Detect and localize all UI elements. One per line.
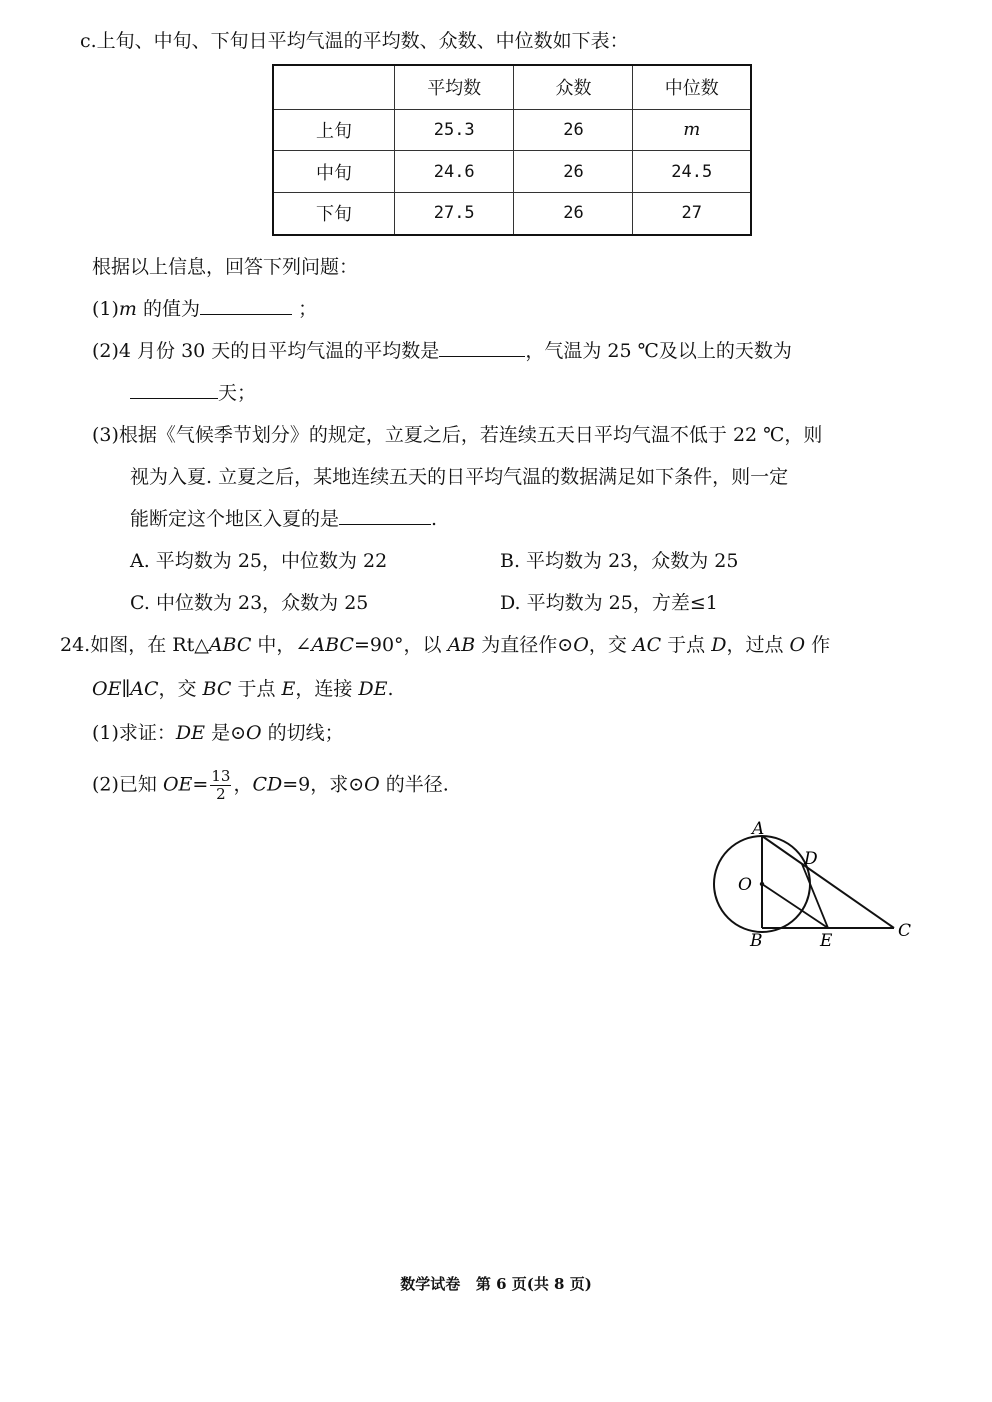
q24-text: . [387,678,394,700]
q24-text: ，交 [158,678,203,700]
row-label: 上旬 [273,109,394,151]
intro-line-c: c.上旬、中旬、下旬日平均气温的平均数、众数、中位数如下表： [80,30,629,52]
cell-mode: 26 [514,109,633,151]
table-header-cell: 众数 [514,65,633,109]
fraction [210,768,231,803]
q24-text: ，连接 [295,678,359,700]
cell-mode: 26 [514,192,633,235]
q24-text: (2)已知 [92,773,163,796]
q24-text: 是⊙ [205,722,246,744]
table-header-row [273,65,751,109]
q24-text: (1)求证： [92,722,176,744]
q24-number: 24. [60,634,91,656]
cell-median: 24.5 [633,151,751,193]
q24-math: E [281,678,296,700]
fraction-denominator: 2 [216,785,226,803]
cell-median: m [633,109,751,151]
q24-math: CD [252,773,283,796]
label-o: O [738,875,752,895]
table-header-cell [273,65,394,109]
table-row [273,151,751,193]
q24-part1 [92,720,344,746]
cell-mean: 24.6 [394,151,513,193]
q24-text: ，交 [588,634,633,656]
label-d: D [804,849,818,869]
q23-p2-b: ，气温为 25 ℃及以上的天数为 [525,340,792,362]
q23-lead: 根据以上信息，回答下列问题： [92,256,359,278]
cell-mode: 26 [514,151,633,193]
q24-math: DE [175,722,206,744]
table-header-cell: 中位数 [633,65,751,109]
q24-text: 如图，在 Rt△ [90,634,209,656]
segment-ac [762,836,894,928]
row-label: 中旬 [273,151,394,193]
q24-math: ABC [311,634,354,656]
q23-p1-var: m [118,298,137,320]
q24-text: =9，求⊙ [282,773,365,796]
option-c: C. 中位数为 23，众数为 25 [130,592,369,614]
cell-median: 27 [633,192,751,235]
option-d: D. 平均数为 25，方差≤1 [500,592,718,614]
q24-text: 的半径. [379,773,449,796]
q24-math: OE [92,678,122,700]
q23-p2-a: (2)4 月份 30 天的日平均气温的平均数是 [92,340,440,362]
label-e: E [820,931,833,951]
answer-blank[interactable] [339,506,431,525]
q24-text: =90°，以 [353,634,448,656]
q24-math: O [573,634,589,656]
page-footer: 数学试卷 第 6 页(共 8 页) [400,1275,592,1293]
center-point [760,882,764,886]
q24-math: O [789,634,806,656]
q24-math: O [364,773,380,796]
label-a: A [752,819,765,839]
q23-p1-end: ； [298,298,318,320]
q23-part3-line1: (3)根据《气候季节划分》的规定，立夏之后，若连续五天日平均气温不低于 22 ℃，则 [92,424,823,446]
q24-math: AC [632,634,662,656]
q24-math: OE [162,773,193,796]
table-header-cell: 平均数 [394,65,513,109]
label-c: C [898,921,912,941]
q23-part3-line2: 视为入夏. 立夏之后，某地连续五天的日平均气温的数据满足如下条件，则一定 [130,466,789,488]
q23-part1 [92,296,317,322]
option-b: B. 平均数为 23，众数为 25 [500,550,739,572]
q23-p3-l3: 能断定这个地区入夏的是 [130,508,340,530]
option-a: A. 平均数为 25，中位数为 22 [130,550,388,572]
q24-math: D [711,634,727,656]
answer-blank[interactable] [130,380,218,399]
q24-text: 中，∠ [251,634,312,656]
geometry-figure [700,818,920,958]
q23-part2-line2 [130,380,256,406]
table-row [273,192,751,235]
q24-text: ， [233,773,253,796]
answer-blank[interactable] [200,296,292,315]
q24-math: AC [130,678,159,700]
q23-part2-line1 [92,338,792,364]
q24-text: = [192,773,209,796]
q24-text: 于点 [661,634,712,656]
fraction-numerator: 13 [211,767,231,785]
q24-line2 [92,676,394,702]
q24-text: ，过点 [726,634,790,656]
q23-p1-b: 的值为 [143,298,201,320]
q24-math: ABC [208,634,252,656]
answer-blank[interactable] [439,338,525,357]
cell-mean: 25.3 [394,109,513,151]
stats-table [272,64,752,236]
q24-text: 的切线； [261,722,344,744]
q24-math: DE [358,678,388,700]
q24-text: ∥ [121,678,131,700]
q24-text: 作 [805,634,831,656]
q24-part2 [92,768,449,803]
q23-p3-end: . [431,508,438,530]
q23-p1-a: (1) [92,298,119,320]
q24-math: BC [202,678,232,700]
cell-mean: 27.5 [394,192,513,235]
q24-text: 于点 [231,678,282,700]
q24-text: 为直径作⊙ [475,634,574,656]
q24-line1 [60,632,830,658]
table-row [273,109,751,151]
label-b: B [750,931,763,951]
q24-math: O [246,722,262,744]
q23-part3-line3 [130,506,437,532]
q24-math: AB [447,634,476,656]
q23-p2-c: 天； [218,382,257,404]
row-label: 下旬 [273,192,394,235]
